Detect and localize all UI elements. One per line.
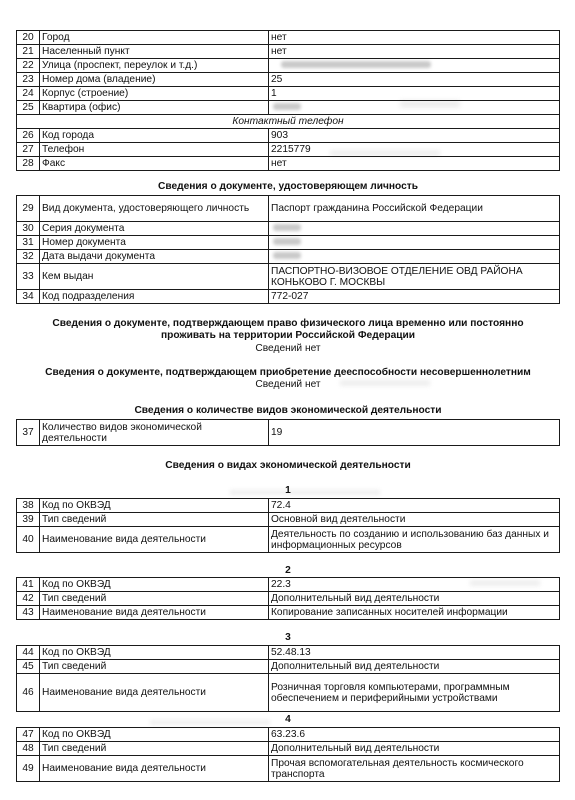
field-label: Корпус (строение) xyxy=(40,87,269,101)
table-row xyxy=(17,143,560,157)
field-value: Дополнительный вид деятельности xyxy=(269,592,560,606)
field-value: Копирование записанных носителей информации xyxy=(269,606,560,620)
capacity-value: Сведений нет xyxy=(255,379,321,390)
row-number: 34 xyxy=(17,290,40,304)
activity-index: 4 xyxy=(285,714,291,725)
table-row xyxy=(17,222,560,236)
table-row xyxy=(17,196,560,222)
field-value: 772-027 xyxy=(269,290,560,304)
field-label: Тип сведений xyxy=(40,742,269,756)
field-label: Тип сведений xyxy=(40,513,269,527)
redacted-value xyxy=(269,250,560,264)
row-number: 40 xyxy=(17,527,40,553)
table-row xyxy=(17,73,560,87)
table-row xyxy=(17,87,560,101)
table-row xyxy=(17,756,560,782)
row-number: 22 xyxy=(17,59,40,73)
row-number: 47 xyxy=(17,728,40,742)
activity-table xyxy=(16,577,560,620)
row-number: 46 xyxy=(17,674,40,712)
field-label: Номер дома (владение) xyxy=(40,73,269,87)
redacted-value xyxy=(269,222,560,236)
field-label: Наименование вида деятельности xyxy=(40,606,269,620)
field-label: Код подразделения xyxy=(40,290,269,304)
row-number: 21 xyxy=(17,45,40,59)
row-number: 44 xyxy=(17,646,40,660)
field-label: Тип сведений xyxy=(40,592,269,606)
address-table xyxy=(16,30,560,171)
row-number: 24 xyxy=(17,87,40,101)
activity-table xyxy=(16,498,560,553)
field-label: Наименование вида деятельности xyxy=(40,527,269,553)
field-label: Улица (проспект, переулок и т.д.) xyxy=(40,59,269,73)
activity-index: 1 xyxy=(285,485,291,496)
table-row xyxy=(17,290,560,304)
field-value: 63.23.6 xyxy=(269,728,560,742)
field-label: Дата выдачи документа xyxy=(40,250,269,264)
table-row xyxy=(17,606,560,620)
field-label: Телефон xyxy=(40,143,269,157)
field-label: Факс xyxy=(40,157,269,171)
field-value: нет xyxy=(269,31,560,45)
field-value: 2215779 xyxy=(269,143,560,157)
table-row xyxy=(17,236,560,250)
residence-value: Сведений нет xyxy=(255,343,321,354)
activity-table xyxy=(16,727,560,782)
field-value: Розничная торговля компьютерами, программным обеспечением и периферийными устройствами xyxy=(269,674,560,712)
field-value: 1 xyxy=(269,87,560,101)
table-row xyxy=(17,674,560,712)
field-value: ПАСПОРТНО-ВИЗОВОЕ ОТДЕЛЕНИЕ ОВД РАЙОНА КОНЬКОВО Г. МОСКВЫ xyxy=(269,264,560,290)
table-row xyxy=(17,264,560,290)
redacted-value xyxy=(269,236,560,250)
activity-table xyxy=(16,645,560,712)
field-label: Серия документа xyxy=(40,222,269,236)
table-row xyxy=(17,660,560,674)
field-value: 903 xyxy=(269,129,560,143)
activity-count-heading: Сведения о количестве видов экономической деятельности xyxy=(134,405,442,416)
row-number: 27 xyxy=(17,143,40,157)
row-number: 32 xyxy=(17,250,40,264)
field-value: Основной вид деятельности xyxy=(269,513,560,527)
table-row xyxy=(17,157,560,171)
field-value: нет xyxy=(269,157,560,171)
field-label: Код по ОКВЭД xyxy=(40,499,269,513)
field-label: Номер документа xyxy=(40,236,269,250)
field-value: 72.4 xyxy=(269,499,560,513)
activities-heading: Сведения о видах экономической деятельности xyxy=(165,460,411,471)
field-label: Тип сведений xyxy=(40,660,269,674)
field-value: 52.48.13 xyxy=(269,646,560,660)
field-label: Населенный пункт xyxy=(40,45,269,59)
table-row xyxy=(17,513,560,527)
table-row xyxy=(17,527,560,553)
row-number: 25 xyxy=(17,101,40,115)
activity-index: 3 xyxy=(285,632,291,643)
table-row xyxy=(17,728,560,742)
table-row xyxy=(17,101,560,115)
table-row xyxy=(17,742,560,756)
row-number: 43 xyxy=(17,606,40,620)
activity-count-table xyxy=(16,419,560,446)
table-row xyxy=(17,592,560,606)
residence-heading: Сведения о документе, подтверждающем право физического лица временно или постоянно проживать на территории Российской Федерации xyxy=(52,318,524,341)
row-number: 45 xyxy=(17,660,40,674)
field-label: Город xyxy=(40,31,269,45)
row-number: 31 xyxy=(17,236,40,250)
row-number: 37 xyxy=(17,420,40,446)
row-number: 48 xyxy=(17,742,40,756)
contact-subheader: Контактный телефон xyxy=(17,115,560,129)
table-row xyxy=(17,250,560,264)
capacity-heading: Сведения о документе, подтверждающем приобретение дееспособности несовершеннолетним xyxy=(45,367,531,378)
field-value: 22.3 xyxy=(269,578,560,592)
table-subheader-row xyxy=(17,115,560,129)
identity-table xyxy=(16,195,560,304)
identity-heading: Сведения о документе, удостоверяющем личность xyxy=(157,181,419,192)
table-row xyxy=(17,59,560,73)
row-number: 41 xyxy=(17,578,40,592)
field-label: Количество видов экономической деятельности xyxy=(40,420,269,446)
table-row xyxy=(17,420,560,446)
redacted-value xyxy=(269,101,560,115)
row-number: 30 xyxy=(17,222,40,236)
field-value: нет xyxy=(269,45,560,59)
field-label: Квартира (офис) xyxy=(40,101,269,115)
field-value: Дополнительный вид деятельности xyxy=(269,742,560,756)
field-label: Наименование вида деятельности xyxy=(40,756,269,782)
field-label: Код по ОКВЭД xyxy=(40,578,269,592)
row-number: 29 xyxy=(17,196,40,222)
redacted-value xyxy=(269,59,560,73)
table-row xyxy=(17,31,560,45)
field-label: Код по ОКВЭД xyxy=(40,646,269,660)
table-row xyxy=(17,129,560,143)
field-label: Код по ОКВЭД xyxy=(40,728,269,742)
row-number: 26 xyxy=(17,129,40,143)
field-value: 25 xyxy=(269,73,560,87)
row-number: 38 xyxy=(17,499,40,513)
field-value: Деятельность по созданию и использованию баз данных и информационных ресурсов xyxy=(269,527,560,553)
field-value: 19 xyxy=(269,420,560,446)
row-number: 23 xyxy=(17,73,40,87)
row-number: 33 xyxy=(17,264,40,290)
table-row xyxy=(17,646,560,660)
field-value: Дополнительный вид деятельности xyxy=(269,660,560,674)
table-row xyxy=(17,578,560,592)
field-value: Прочая вспомогательная деятельность космического транспорта xyxy=(269,756,560,782)
table-row xyxy=(17,45,560,59)
field-label: Кем выдан xyxy=(40,264,269,290)
row-number: 42 xyxy=(17,592,40,606)
row-number: 28 xyxy=(17,157,40,171)
field-label: Вид документа, удостоверяющего личность xyxy=(40,196,269,222)
row-number: 49 xyxy=(17,756,40,782)
field-value: Паспорт гражданина Российской Федерации xyxy=(269,196,560,222)
row-number: 39 xyxy=(17,513,40,527)
table-row xyxy=(17,499,560,513)
row-number: 20 xyxy=(17,31,40,45)
activity-index: 2 xyxy=(285,565,291,576)
field-label: Код города xyxy=(40,129,269,143)
field-label: Наименование вида деятельности xyxy=(40,674,269,712)
